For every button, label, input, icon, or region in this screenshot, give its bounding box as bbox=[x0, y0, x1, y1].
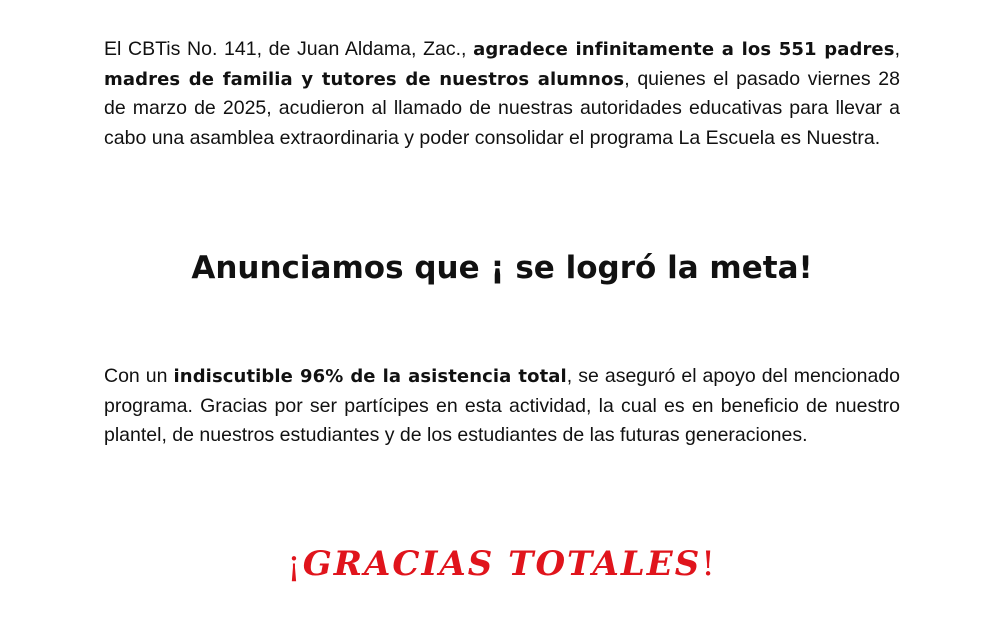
parents-bold-text: madres de familia y tutores de nuestros alumnos bbox=[104, 68, 625, 90]
thanks-bold-text: agradece infinitamente a los 551 padres bbox=[473, 39, 895, 60]
closing-heading bbox=[0, 544, 1004, 584]
closing-text: GRACIAS TOTALES bbox=[302, 544, 702, 584]
attendance-bold-text: indiscutible 96% de la asistencia total bbox=[173, 366, 567, 387]
separator-text: , bbox=[894, 38, 900, 60]
intro-rest-text: , quienes el pasado viernes 28 de marzo de 2025, acudieron al llamado de nuestras autoridades educativas para llevar a cabo una asamblea extraordinaria y poder consolidar el programa La Escuela es Nuestra. bbox=[104, 67, 900, 149]
closing-close-mark: ! bbox=[701, 544, 717, 584]
intro-text: El CBTis No. 141, de Juan Aldama, Zac., bbox=[104, 38, 474, 60]
announcement-heading: Anunciamos que ¡ se logró la meta! bbox=[191, 250, 813, 286]
intro-paragraph bbox=[104, 35, 900, 153]
attendance-rest-text: , se aseguró el apoyo del mencionado programa. Gracias por ser partícipes en esta actividad, la cual es en beneficio de nuestro plantel, de nuestros estudiantes y de los estudiantes de las futuras generaciones. bbox=[104, 365, 900, 446]
attendance-intro-text: Con un bbox=[104, 365, 174, 387]
attendance-paragraph bbox=[104, 362, 900, 451]
closing-open-mark: ¡ bbox=[287, 544, 303, 584]
